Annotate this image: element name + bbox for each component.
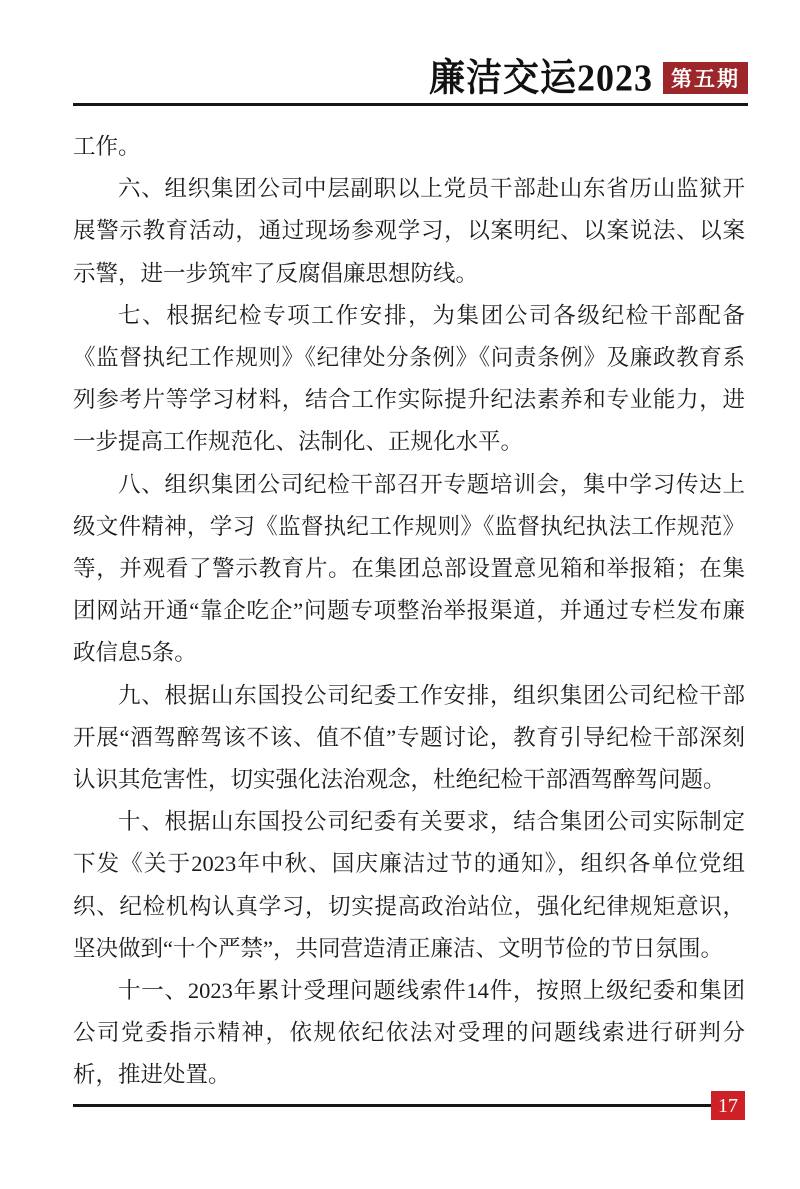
paragraph-continuation: 工作。 [73,134,141,159]
paragraph-item-8: 八、组织集团公司纪检干部召开专题培训会，集中学习传达上级文件精神，学习《监督执纪工作规则》《监督执纪执法工作规范》等，并观看了警示教育片。在集团总部设置意见箱和举报箱；在集团网站开通“靠企吃企”问题专项整治举报渠道，并通过专栏发布廉政信息5条。 [73,471,745,666]
page-header [73,57,748,106]
issue-number-badge: 第五期 [663,62,748,94]
masthead-title: 廉洁交运2023 [428,57,653,99]
paragraph-item-10: 十、根据山东国投公司纪委有关要求，结合集团公司实际制定下发《关于2023年中秋、国庆廉洁过节的通知》，组织各单位党组织、纪检机构认真学习，切实提高政治站位，强化纪律规矩意识，坚决做到“十个严禁”，共同营造清正廉洁、文明节俭的节日氛围。 [73,809,745,961]
masthead-row [73,57,748,103]
page-footer [73,1091,745,1120]
paragraph-item-6: 六、组织集团公司中层副职以上党员干部赴山东省历山监狱开展警示教育活动，通过现场参观学习，以案明纪、以案说法、以案示警，进一步筑牢了反腐倡廉思想防线。 [73,176,745,286]
article-body [73,126,745,1097]
footer-rule [73,1104,711,1107]
paragraph-item-11: 十一、2023年累计受理问题线索件14件，按照上级纪委和集团公司党委指示精神，依规依纪依法对受理的问题线索进行研判分析，推进处置。 [73,978,745,1088]
paragraph-item-7: 七、根据纪检专项工作安排，为集团公司各级纪检干部配备《监督执纪工作规则》《纪律处分条例》《问责条例》及廉政教育系列参考片等学习材料，结合工作实际提升纪法素养和专业能力，进一步提高工作规范化、法制化、正规化水平。 [73,302,745,455]
paragraph-item-9: 九、根据山东国投公司纪委工作安排，组织集团公司纪检干部开展“酒驾醉驾该不该、值不值”专题讨论，教育引导纪检干部深刻认识其危害性，切实强化法治观念，杜绝纪检干部酒驾醉驾问题。 [73,682,745,793]
page-number-badge: 17 [711,1091,745,1120]
header-rule [73,103,748,106]
